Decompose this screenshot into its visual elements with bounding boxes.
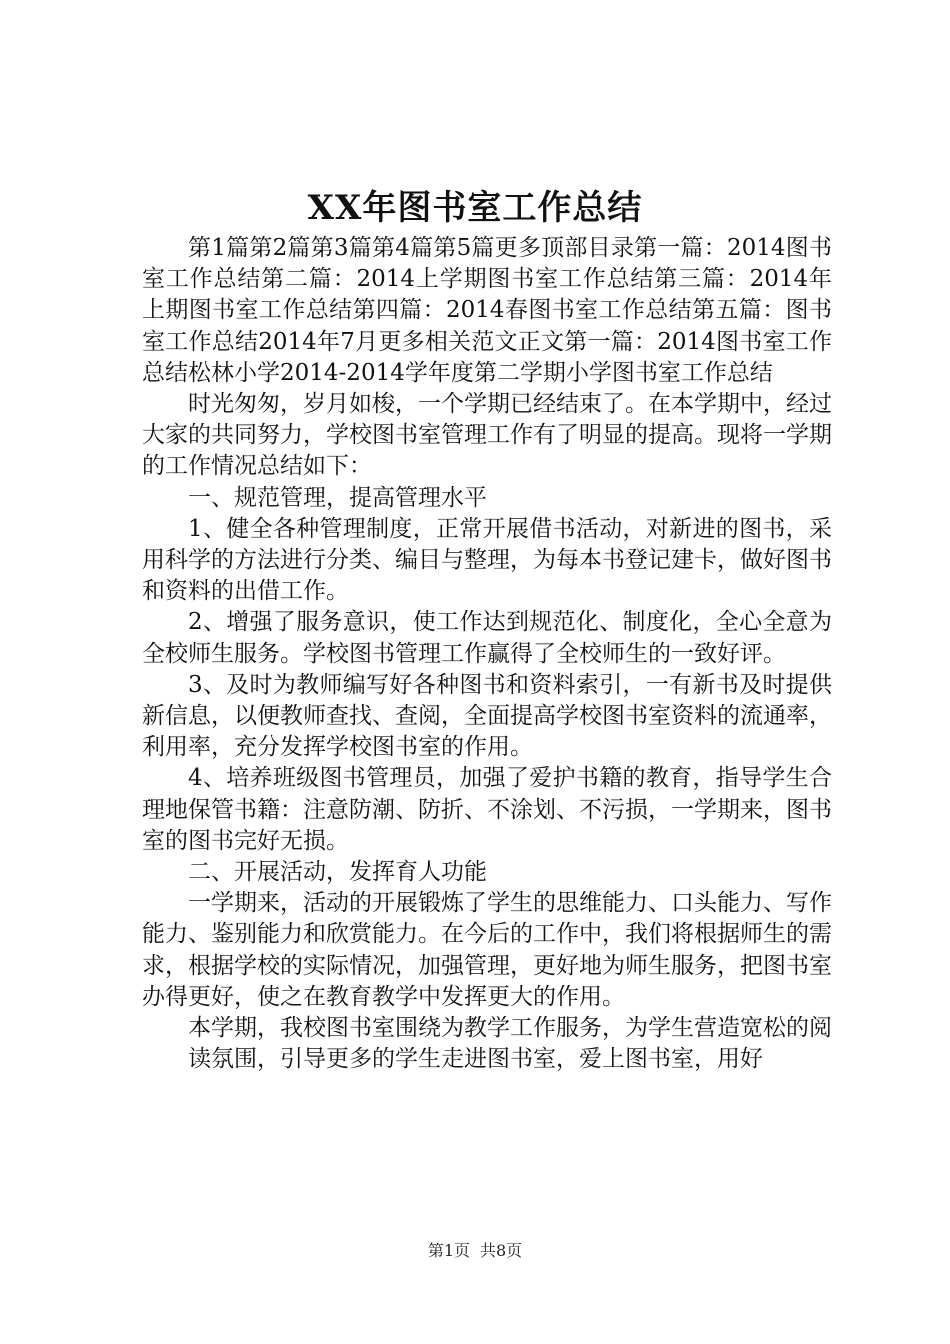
paragraph-item-2: 2、增强了服务意识，使工作达到规范化、制度化，全心全意为全校师生服务。学校图书管理工作赢得了全校师生的一致好评。	[142, 609, 832, 667]
section-heading-2: 二、开展活动，发挥育人功能	[188, 859, 487, 886]
page-total: 共8页	[480, 1241, 523, 1260]
paragraph-item-3: 3、及时为教师编写好各种图书和资料索引，一有新书及时提供新信息，以便教师查找、查阅，全面提高学校图书室资料的流通率，利用率，充分发挥学校图书室的作用。	[142, 671, 832, 761]
page-number: 第1页	[427, 1241, 470, 1260]
paragraph-item-4: 4、培养班级图书管理员，加强了爱护书籍的教育，指导学生合理地保管书籍：注意防潮、防折、不涂划、不污损，一学期来，图书室的图书完好无损。	[142, 765, 832, 854]
page-footer	[0, 1239, 950, 1263]
document-body	[142, 233, 832, 1075]
paragraph-semester: 本学期，我校图书室围绕为教学工作服务，为学生营造宽松的阅	[188, 1015, 832, 1042]
paragraph-table-of-contents: 第1篇第2篇第3篇第4篇第5篇更多顶部目录第一篇：2014图书室工作总结第二篇：2014上学期图书室工作总结第三篇：2014年上期图书室工作总结第四篇：2014春图书室工作总结第五篇：图书室工作总结2014年7月更多相关范文正文第一篇：2014图书室工作总结松林小学2014-2014学年度第二学期小学图书室工作总结	[142, 235, 832, 386]
paragraph-activities: 一学期来，活动的开展锻炼了学生的思维能力、口头能力、写作能力、鉴别能力和欣赏能力。在今后的工作中，我们将根据师生的需求，根据学校的实际情况，加强管理，更好地为师生服务，把图书室办得更好，使之在教育教学中发挥更大的作用。	[142, 890, 832, 1010]
paragraph-item-1: 1、健全各种管理制度，正常开展借书活动，对新进的图书，采用科学的方法进行分类、编目与整理，为每本书登记建卡，做好图书和资料的出借工作。	[142, 515, 832, 605]
document-title: XX年图书室工作总结	[307, 188, 643, 228]
paragraph-intro: 时光匆匆，岁月如梭，一个学期已经结束了。在本学期中，经过大家的共同努力，学校图书室管理工作有了明显的提高。现将一学期的工作情况总结如下：	[142, 391, 832, 480]
paragraph-reading: 读氛围，引导更多的学生走进图书室，爱上图书室，用好	[188, 1046, 763, 1073]
section-heading-1: 一、规范管理，提高管理水平	[188, 484, 487, 511]
